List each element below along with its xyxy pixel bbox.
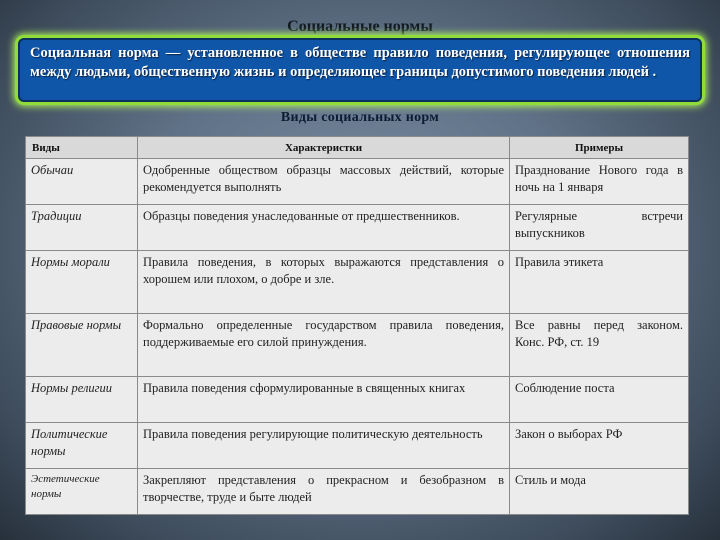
row-kind: Политические нормы <box>26 423 138 469</box>
header-kinds: Виды <box>26 137 138 159</box>
row-description: Образцы поведения унаследованные от предшественников. <box>138 205 510 251</box>
row-example: Все равны перед законом. Конс. РФ, ст. 19 <box>510 314 689 377</box>
table-row <box>26 469 689 515</box>
row-kind: Правовые нормы <box>26 314 138 377</box>
table-row <box>26 159 689 205</box>
row-kind: Нормы морали <box>26 251 138 314</box>
table-subtitle: Виды социальных норм <box>280 110 440 125</box>
slide-title: Социальные нормы <box>287 18 433 35</box>
table-row <box>26 205 689 251</box>
table-row <box>26 423 689 469</box>
row-description: Правила поведения регулирующие политическую деятельность <box>138 423 510 469</box>
row-example: Стиль и мода <box>510 469 689 515</box>
row-kind: Эстетические нормы <box>26 469 138 515</box>
row-description: Правила поведения сформулированные в священных книгах <box>138 377 510 423</box>
definition-text: Социальная норма — установленное в обществе правило поведения, регулирующее отношения между людьми, общественную жизнь и определяющее границы допустимого поведения людей . <box>30 45 690 80</box>
table-row <box>26 251 689 314</box>
row-example: Закон о выборах РФ <box>510 423 689 469</box>
row-description: Закрепляют представления о прекрасном и безобразном в творчестве, труде и быте людей <box>138 469 510 515</box>
header-examples: Примеры <box>510 137 689 159</box>
row-example: Празднование Нового года в ночь на 1 января <box>510 159 689 205</box>
table-header-row <box>26 137 689 159</box>
row-example: Соблюдение поста <box>510 377 689 423</box>
row-description: Одобренные обществом образцы массовых действий, которые рекомендуется выполнять <box>138 159 510 205</box>
row-example: Правила этикета <box>510 251 689 314</box>
definition-box <box>18 38 702 102</box>
row-description: Правила поведения, в которых выражаются представления о хорошем или плохом, о добре и зле. <box>138 251 510 314</box>
row-kind: Обычаи <box>26 159 138 205</box>
header-characteristics: Характеристки <box>138 137 510 159</box>
row-kind: Нормы религии <box>26 377 138 423</box>
row-description: Формально определенные государством правила поведения, поддерживаемые его силой принуждения. <box>138 314 510 377</box>
row-example: Регулярные встречи выпускников <box>510 205 689 251</box>
table-row <box>26 314 689 377</box>
row-kind: Традиции <box>26 205 138 251</box>
table-row <box>26 377 689 423</box>
norms-table <box>25 136 689 515</box>
